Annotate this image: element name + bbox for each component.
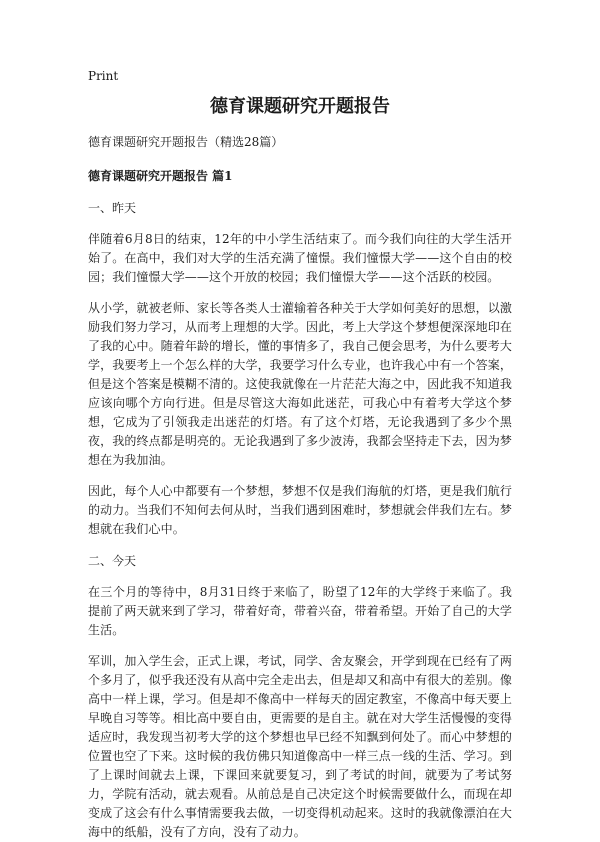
paragraph-2: 从小学，就被老师、家长等各类人士灌输着各种关于大学如何美好的思想，以激励我们努力学习，从而考上理想的大学。因此，考上大学这个梦想便深深地印在了我的心中。随着年龄的增长，懂的事情多了，我自己便会思考，为什么要考大学，我要考上一个怎么样的大学，我要学习什么专业，也许我心中有一个答案，但是这个答案是模糊不清的。这使我就像在一片茫茫大海之中，因此我不知道我应该向哪个方向行进。但是尽管这大海如此迷茫，可我心中有着考大学这个梦想，它成为了引领我走出迷茫的灯塔。有了这个灯塔，无论我遇到了多少个黑夜，我的终点都是明亮的。无论我遇到了多少波涛，我都会坚持走下去，因为梦想在为我加油。 xyxy=(88,301,512,467)
print-label[interactable]: Print xyxy=(88,69,119,83)
document-title: 德育课题研究开题报告 xyxy=(210,96,390,117)
section-heading-yesterday: 一、昨天 xyxy=(88,201,137,215)
section-title: 德育课题研究开题报告 篇1 xyxy=(88,169,233,183)
document-subtitle: 德育课题研究开题报告（精选28篇） xyxy=(88,135,284,149)
section-heading-today: 二、今天 xyxy=(88,554,137,568)
paragraph-5: 军训，加入学生会，正式上课，考试，同学、舍友聚会，开学到现在已经有了两个多月了，似乎我还没有从高中完全走出去，但是却又和高中有很大的差别。像高中一样上课，学习。但是却不像高中一样每天的固定教室，不像高中每天要上早晚自习等等。相比高中要自由，更需要的是自主。就在对大学生活慢慢的变得适应时，我发现当初考大学的这个梦想也早已经不知飘到何处了。而心中梦想的位置也空了下来。这时候的我仿佛只知道像高中一样三点一线的生活、学习。到了上课时间就去上课，下课回来就要复习，到了考试的时间，就要为了考试努力，学院有活动，就去观看。从前总是自己决定这个时候需要做什么，而现在却变成了这会有什么事情需要我去做，一切变得机动起来。这时的我就像漂泊在大海中的纸船，没有了方向，没有了动力。 xyxy=(88,654,512,839)
paragraph-4: 在三个月的等待中，8月31日终于来临了，盼望了12年的大学终于来临了。我提前了两天就来到了学习，带着好奇，带着兴奋，带着希望。开始了自己的大学生活。 xyxy=(88,585,512,637)
paragraph-1: 伴随着6月8日的结束，12年的中小学生活结束了。而今我们向往的大学生活开始了。在高中，我们对大学的生活充满了憧憬。我们憧憬大学——这个自由的校园；我们憧憬大学——这个开放的校园；我们憧憬大学——这个活跃的校园。 xyxy=(88,232,512,284)
paragraph-3: 因此，每个人心中都要有一个梦想，梦想不仅是我们海航的灯塔，更是我们航行的动力。当我们不知何去何从时，当我们遇到困难时，梦想就会伴我们左右。梦想就在我们心中。 xyxy=(88,484,512,536)
